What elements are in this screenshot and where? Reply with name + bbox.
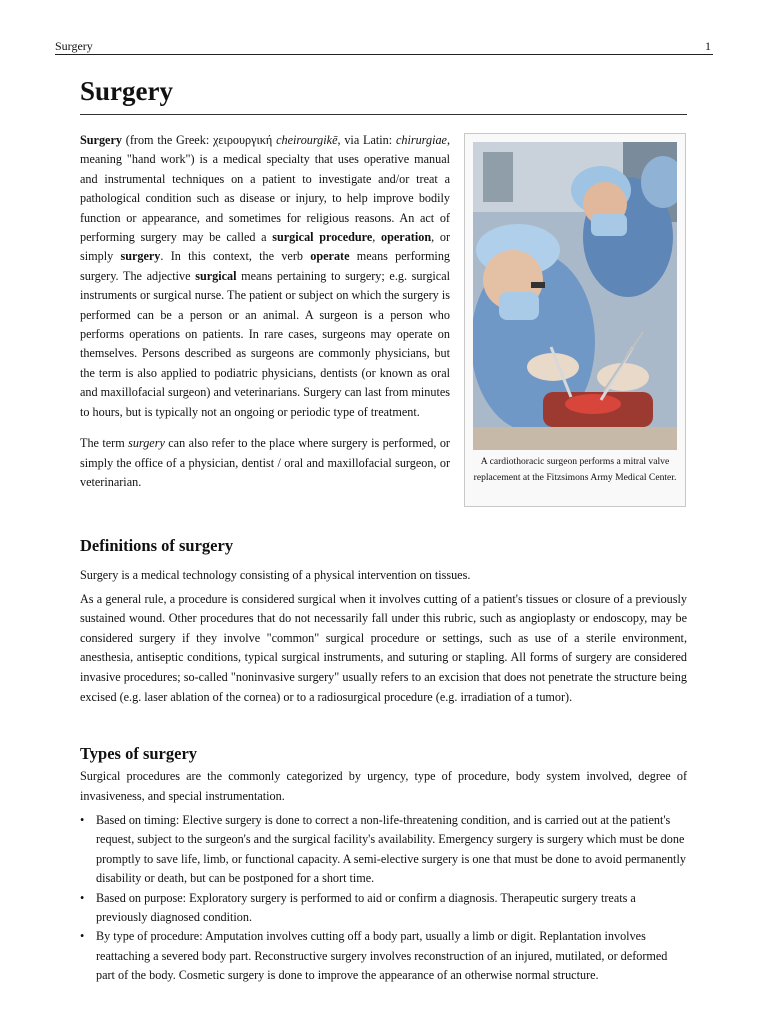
article-title: Surgery [80, 76, 687, 115]
text-run: can also refer to the place where surgery is performed, or simply the office of a physician, dentist / oral and maxillofacial surgeon, or veterinarian. [80, 436, 450, 489]
text-run: (from the Greek: [121, 133, 214, 147]
types-heading: Types of surgery [80, 744, 198, 763]
text-run: The term [80, 436, 129, 451]
term-surgical-procedure: surgical procedure [272, 230, 373, 245]
types-bullet-list [80, 811, 687, 986]
surgery-photo-illustration [473, 142, 677, 450]
term-surgery-simple: surgery [120, 249, 161, 264]
term-surgical: surgical [195, 268, 237, 283]
latin-term: chirurgiae [395, 133, 447, 147]
surgery-photo [473, 142, 677, 450]
definitions-paragraph-2: As a general rule, a procedure is considered surgical when it involves cutting of a patient's tissues or closure of a previously sustained wound. Other procedures that do not necessarily fall under this rubric, such as angioplasty or endoscopy, may be considered surgery if they involve "common" surgical procedure or settings, such as use of a sterile environment, anesthesia, antiseptic conditions, typical surgical instruments, and suturing or stapling. All forms of surgery are considered invasive procedures; so-called "noninvasive surgery" usually refers to an excision that does not penetrate the structure being excised (e.g. laser ablation of the cornea) or to a radiosurgical procedure (e.g. irradiation of a tumor). [80, 591, 687, 704]
text-run: , via Latin: [337, 133, 396, 147]
definitions-paragraph-1: Surgery is a medical technology consisting of a physical intervention on tissues. [80, 568, 471, 582]
types-paragraph-1: Surgical procedures are the commonly categorized by urgency, type of procedure, body system involved, degree of invasiveness, and special instrumentation. [80, 769, 687, 803]
text-run: , [372, 230, 382, 245]
bullet-timing: • Based on timing: Elective surgery is done to correct a non-life-threatening condition, and is carried out at the patient's request, subject to the surgeon's and the surgical facility's availability. Emergency surgery is surgery which must be done promptly to save life, limb, or functional capacity. A semi-elective surgery is one that must be done to avoid permanently disability or death, but can be postponed for a short time. [80, 811, 687, 889]
types-intro [80, 767, 687, 810]
page-number: 1 [705, 39, 711, 53]
term-surgery-italic: surgery [128, 436, 165, 451]
intro-paragraph-2 [80, 434, 450, 492]
term-operate: operate [310, 249, 350, 264]
transliteration: cheirourgikē [276, 133, 338, 147]
text-run: , meaning "hand work") is a medical specialty that uses operative manual and instrumental techniques on a patient to investigate and/or treat a pathological condition such as disease or injury, to help improve bodily function or appearance, and sometimes for religious reasons. An act of performing surgery may be called a [80, 133, 450, 245]
figure-caption: A cardiothoracic surgeon performs a mitral valve replacement at the Fitzsimons Army Medical Center. [473, 456, 677, 483]
bullet-procedure-type: • By type of procedure: Amputation involves cutting off a body part, usually a limb or digit. Replantation involves reattaching a severed body part. Reconstructive surgery involves reconstruction of an injured, mutilated, or deformed part of the body. Cosmetic surgery is done to improve the appearance of an otherwise normal structure. [80, 927, 687, 985]
term-surgery: Surgery [80, 133, 122, 147]
term-operation: operation [381, 230, 432, 245]
figure-box [464, 133, 686, 507]
running-header [55, 37, 713, 55]
definitions-heading: Definitions of surgery [80, 536, 234, 555]
definitions-body [80, 566, 687, 711]
text-run: means pertaining to surgery; e.g. surgical instruments or surgical nurse. The patient or subject on which the surgery is performed can be a person or an animal. A surgeon is a person who performs operations on patients. In rare cases, surgeons may operate on themselves. Persons described as surgeons are commonly physicians, but the term is also applied to podiatric physicians, dentists (or known as oral and maxillofacial surgeon) and veterinarians. Surgery can last from minutes to hours, but is typically not an ongoing or periodic type of treatment. [80, 268, 451, 419]
text-run: , or simply [80, 230, 451, 264]
bullet-purpose: • Based on purpose: Exploratory surgery is performed to aid or confirm a diagnosis. Therapeutic surgery treats a previously diagnosed condition. [80, 889, 687, 928]
greek-term: χειρουργική [213, 133, 273, 147]
text-run: means performing surgery. The adjective [80, 249, 451, 283]
text-run: . In this context, the verb [160, 249, 311, 264]
intro-section [80, 131, 450, 504]
running-header-title: Surgery [55, 39, 93, 53]
intro-paragraph-1 [80, 131, 450, 422]
